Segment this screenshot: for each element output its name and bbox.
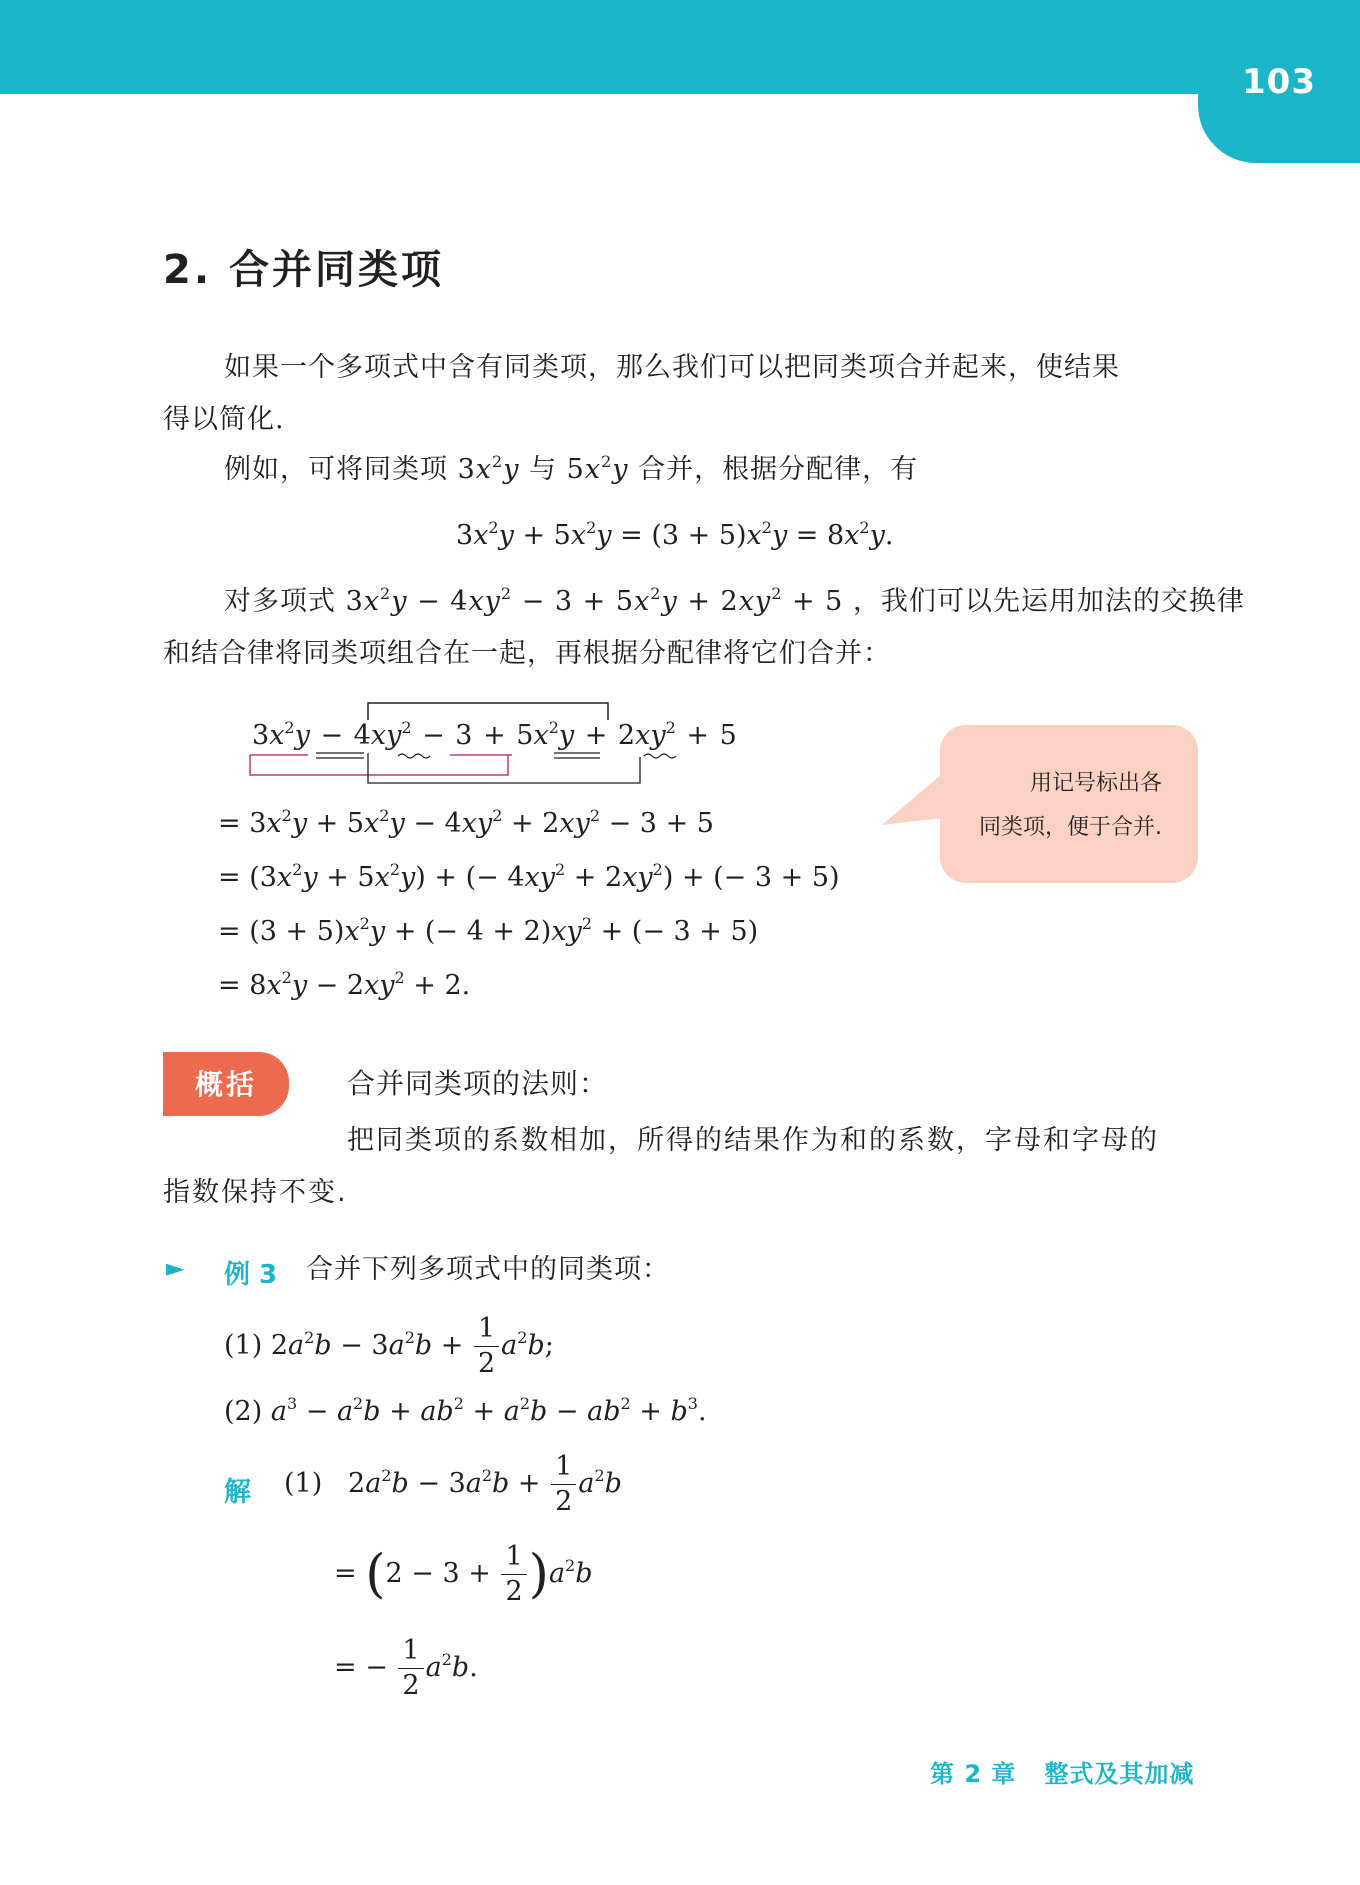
marked-polynomial: $3x^2y - 4xy^2 - 3 + 5x^2y + 2xy^2 + 5$ <box>252 718 737 751</box>
grouping-marks <box>240 695 710 795</box>
header-bar <box>0 0 1360 94</box>
solution-line-2: = (2 − 3 + $\frac{1}{2}$ )$a^2b$ <box>334 1541 593 1607</box>
example-item-1: (1) $2a^2b - 3a^2b$ + $\frac{1}{2}$ $a^2b$; <box>224 1313 554 1379</box>
rule-line-2: 指数保持不变. <box>163 1177 348 1208</box>
example-item-2: (2) $a^3 - a^2b + ab^2 + a^2b - ab^2 + b^3$. <box>224 1394 707 1427</box>
chapter-footer: 第 2 章 整式及其加减 <box>930 1760 1195 1788</box>
example-prompt: 合并下列多项式中的同类项： <box>306 1254 670 1285</box>
callout-text: 用记号标出各 同类项，便于合并. <box>979 771 1162 840</box>
step-3: = $(3 + 5)x^2y$ + (− $4 + 2)xy^2$ + (− 3 + 5) <box>218 914 759 947</box>
intro-line-2: 得以简化. <box>163 404 285 435</box>
solution-line-3: = − $\frac{1}{2}$ $a^2b$. <box>334 1635 478 1701</box>
example-marker-icon: ► <box>166 1254 185 1282</box>
intro-line-1: 如果一个多项式中含有同类项，那么我们可以把同类项合并起来，使结果 <box>224 352 1120 383</box>
example-sentence: 例如，可将同类项 $3x^2y$ 与 $5x^2y$ 合并，根据分配律，有 <box>224 452 919 485</box>
paragraph-2-line-2: 和结合律将同类项组合在一起，再根据分配律将它们合并： <box>163 638 891 669</box>
paragraph-2: 对多项式 $3x^2y - 4xy^2 - 3 + 5x^2y + 2xy^2 + 5$ ，我们可以先运用加法的交换律 <box>224 584 1245 617</box>
step-1: = $3x^2y + 5x^2y - 4xy^2 + 2xy^2 - 3 + 5$ <box>218 806 714 839</box>
solution-line-1: (1) $2a^2b - 3a^2b$ + $\frac{1}{2}$ $a^2b$ <box>284 1451 622 1517</box>
rule-line-1: 把同类项的系数相加，所得的结果作为和的系数，字母和字母的 <box>347 1125 1159 1156</box>
step-4: = $8x^2y - 2xy^2 + 2$. <box>218 968 471 1001</box>
section-title: 2. 合并同类项 <box>163 247 444 293</box>
summary-tag-label: 概括 <box>194 1068 257 1101</box>
example-label: 例 3 <box>224 1260 278 1290</box>
step-2: = $(3x^2y + 5x^2y)$ + (− $4xy^2 + 2xy^2$) + (− 3 + 5) <box>218 860 840 893</box>
page-number: 103 <box>1242 62 1316 102</box>
equation-distributive: $3x^2y + 5x^2y = (3 + 5)x^2y = 8x^2y$. <box>456 518 894 551</box>
solution-label: 解 <box>224 1477 251 1508</box>
rule-label: 合并同类项的法则： <box>347 1067 609 1100</box>
